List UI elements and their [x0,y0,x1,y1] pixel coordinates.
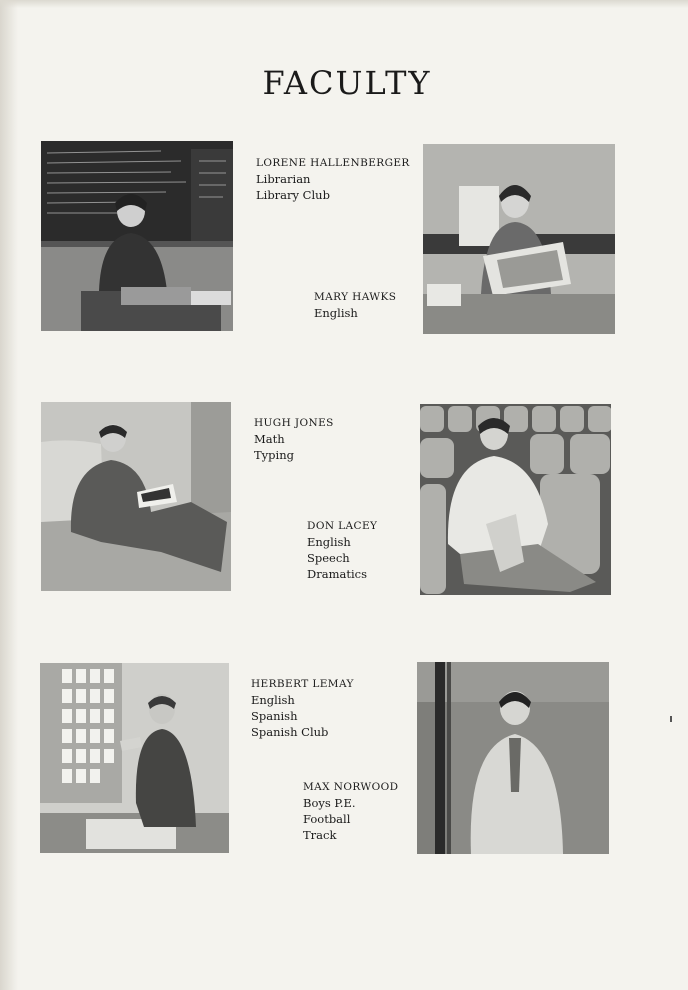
faculty-role: English [314,306,358,320]
photo-mary-hawks [423,144,615,334]
photo-don-lacey [420,404,611,595]
faculty-role: English [307,535,351,549]
caption-mary-hawks [314,289,396,321]
caption-herbert-lemay [251,676,354,740]
faculty-name: HUGH JONES [254,417,334,429]
faculty-role: Track [303,828,337,842]
faculty-name: LORENE HALLENBERGER [256,157,410,169]
caption-max-norwood [303,779,398,843]
faculty-role: English [251,693,295,707]
page-title: FACULTY [262,64,432,102]
faculty-role: Boys P.E. [303,796,356,810]
caption-hugh-jones [254,415,334,463]
faculty-role: Math [254,432,285,446]
photo-hugh-jones [41,402,231,591]
faculty-role: Library Club [256,188,330,202]
faculty-role: Spanish Club [251,725,329,739]
caption-lorene-hallenberger [256,155,410,203]
page-top-shadow [0,0,688,8]
photo-lorene-hallenberger [41,141,233,331]
faculty-role: Football [303,812,351,826]
faculty-role: Librarian [256,172,311,186]
caption-don-lacey [307,518,377,582]
photo-max-norwood [417,662,609,854]
faculty-name: HERBERT LEMAY [251,678,354,690]
faculty-role: Speech [307,551,350,565]
faculty-name: MAX NORWOOD [303,781,399,793]
faculty-name: DON LACEY [307,520,378,532]
faculty-role: Spanish [251,709,298,723]
photo-herbert-lemay [40,663,229,853]
faculty-name: MARY HAWKS [314,291,397,303]
faculty-role: Dramatics [307,567,367,581]
faculty-role: Typing [254,448,294,462]
page-binding-shadow [0,0,18,990]
page-edge-mark [670,716,672,722]
